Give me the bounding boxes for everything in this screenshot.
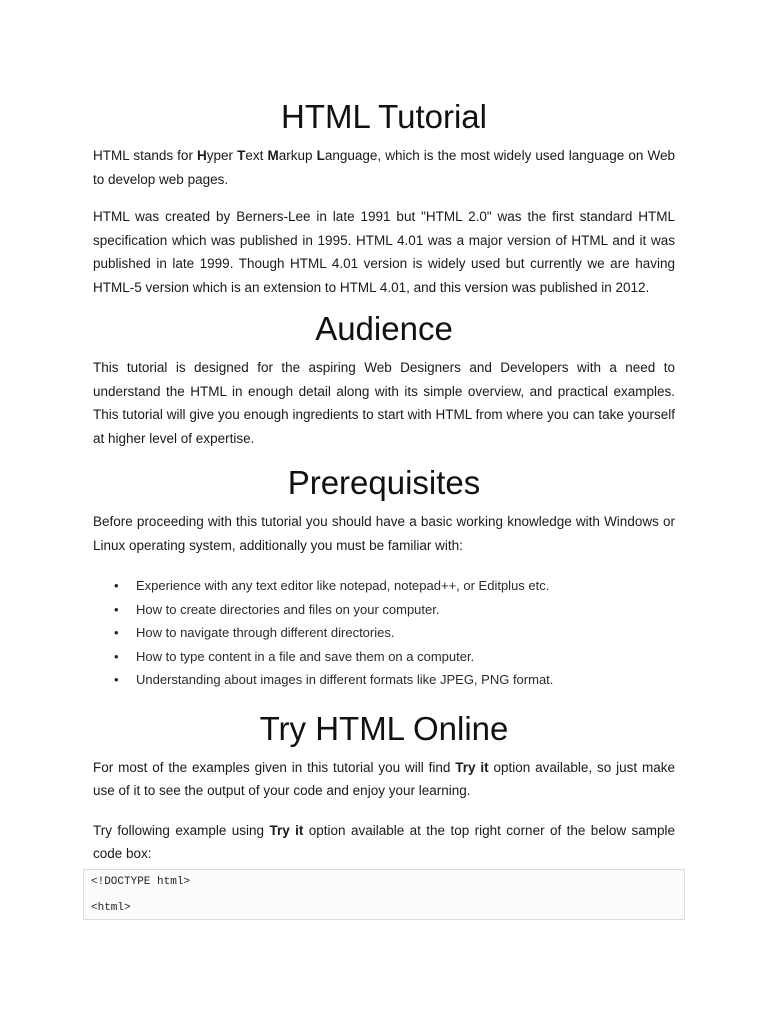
heading-prerequisites: Prerequisites [287,464,481,501]
heading-html-tutorial: HTML Tutorial [281,98,487,135]
code-line: <!DOCTYPE html> [91,876,191,888]
code-line: <html> [91,902,131,914]
list-item: • How to type content in a file and save them on a computer. [93,645,675,669]
history-paragraph: HTML was created by Berners-Lee in late 1991 but "HTML 2.0" was the first standard HTML specification which was published in 1995. HTML 4.01 was a major version of HTML and it was published in late 1999. Though HTML 4.01 version is widely used but currently we are having HTML-5 version which is an extension to HTML 4.01, and this version was published in 2012. [93,209,675,295]
try-it-paragraph-2: Try following example using Try it option available at the top right corner of the below sample code box: [93,822,676,861]
list-item: • Understanding about images in different formats like JPEG, PNG format. [93,668,675,692]
list-item: • How to create directories and files on your computer. [93,598,675,622]
sample-code-box [83,869,685,920]
try-it-paragraph-1: For most of the examples given in this tutorial you will find Try it option available, so just make use of it to see the output of your code and enjoy your learning. [93,759,675,798]
intro-paragraph: HTML stands for Hyper Text Markup Language, which is the most widely used language on Web to develop web pages. [93,148,675,187]
prerequisites-list [93,574,675,692]
list-item: • How to navigate through different directories. [93,621,675,645]
heading-try-html-online: Try HTML Online [259,709,509,747]
audience-paragraph: This tutorial is designed for the aspiring Web Designers and Developers with a need to understand the HTML in enough detail along with its simple overview, and practical examples. This tutorial will give you enough ingredients to start with HTML from where you can take yourself at higher level of expertise. [93,360,675,446]
list-item: • Experience with any text editor like notepad, notepad++, or Editplus etc. [93,574,675,598]
prerequisites-paragraph: Before proceeding with this tutorial you should have a basic working knowledge with Windows or Linux operating system, additionally you must be familiar with: [93,514,675,553]
document-content [93,0,675,866]
heading-audience: Audience [315,310,453,347]
